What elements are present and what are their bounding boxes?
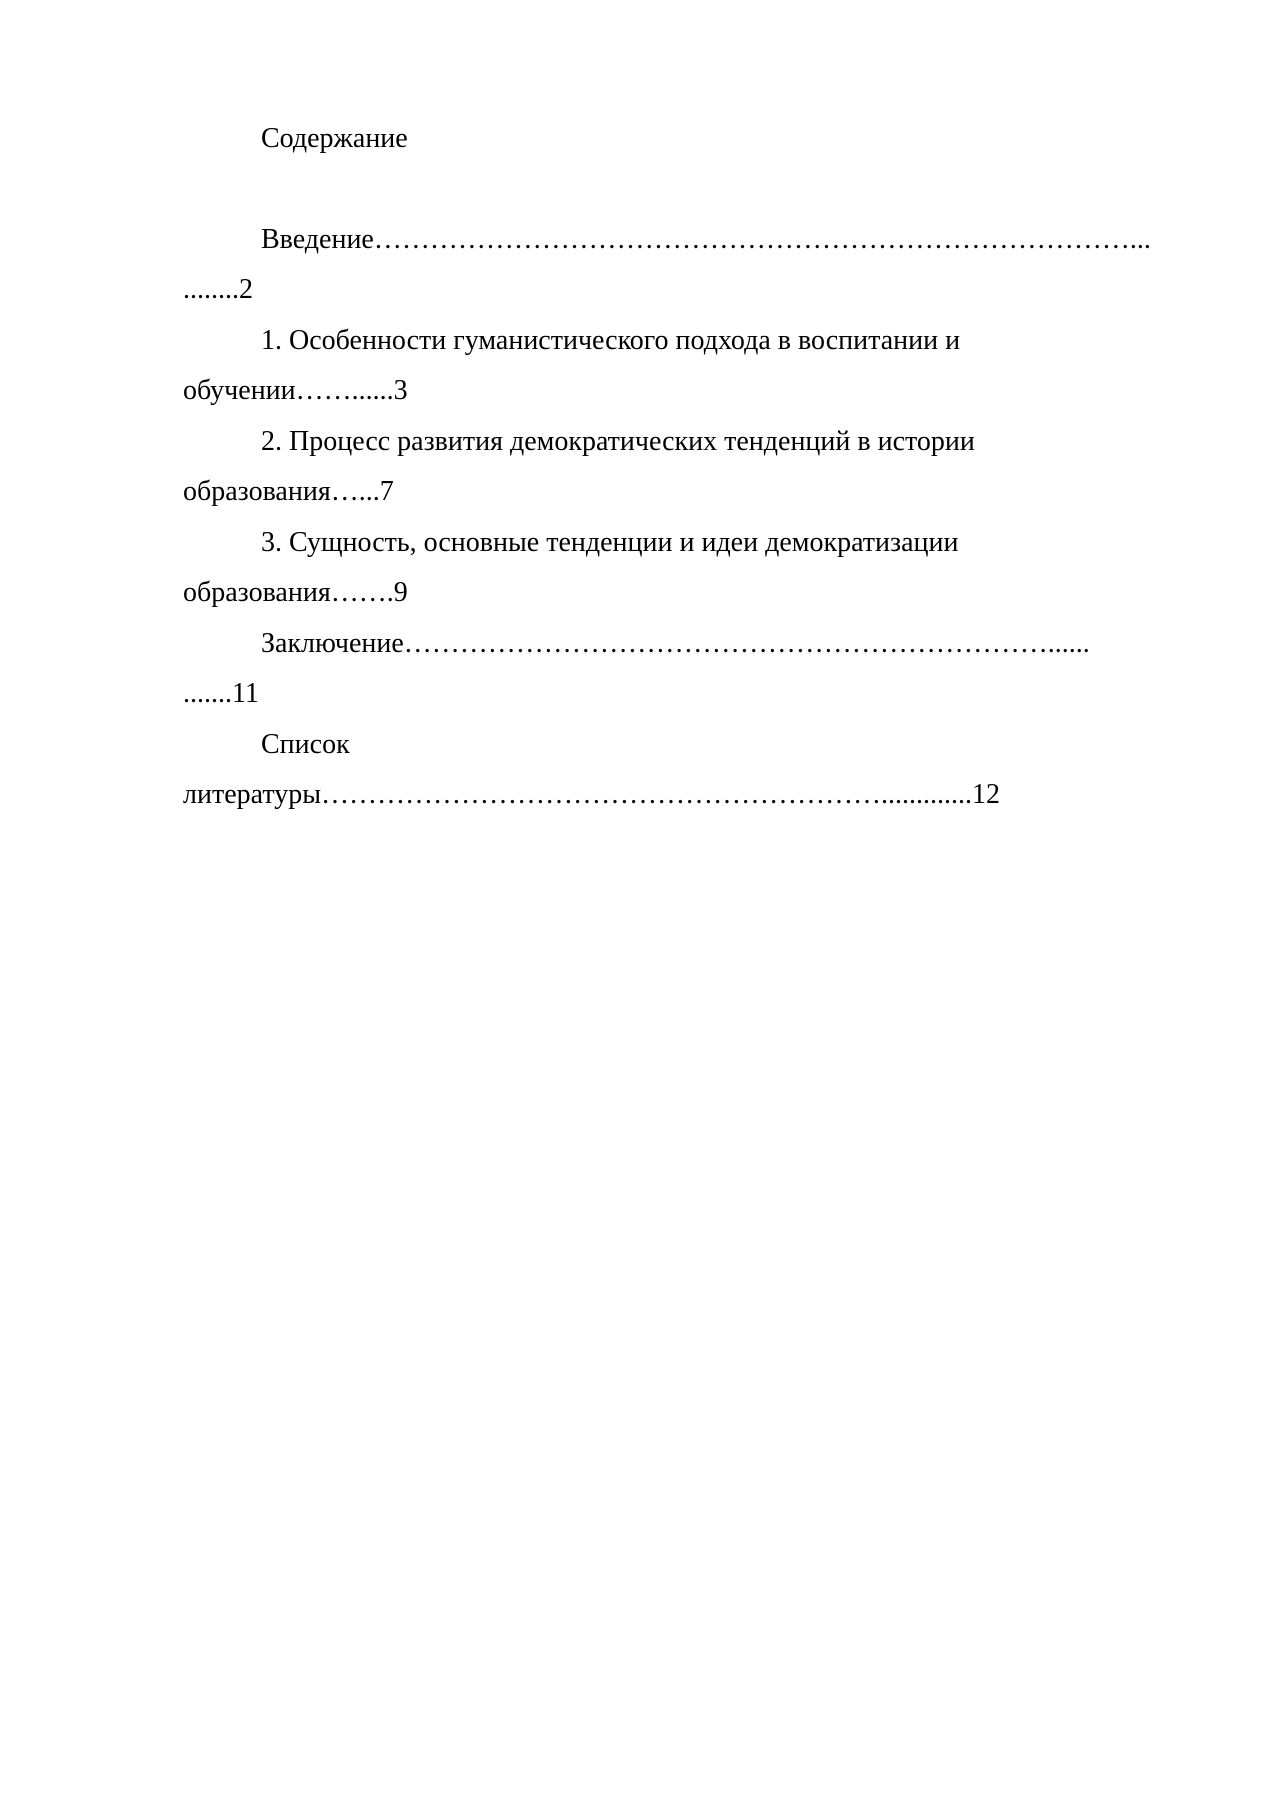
toc-entry-line: 3. Сущность, основные тенденции и идеи демократизации xyxy=(261,526,959,558)
toc-entry-introduction xyxy=(183,215,1183,316)
toc-entry-line: Заключение……………………………………………………………...... xyxy=(261,627,1090,659)
toc-entry-line: .......11 xyxy=(183,678,259,709)
toc-entry-line: ........2 xyxy=(183,274,253,305)
toc-entry-line: Введение………………………………………………………………………... xyxy=(261,223,1151,255)
toc-title: Содержание xyxy=(261,123,408,154)
toc-entry-references xyxy=(183,720,1183,821)
toc-entry-line: Список xyxy=(261,728,350,760)
toc-entry-chapter-1 xyxy=(183,316,1183,417)
toc-entry-line: литературы…………………………………………………….............12 xyxy=(183,779,1001,810)
toc-entry-line: образования…...7 xyxy=(183,476,394,507)
toc-entry-chapter-2 xyxy=(183,417,1183,518)
toc-entry-chapter-3 xyxy=(183,518,1183,619)
toc-entry-line: 2. Процесс развития демократических тенденций в истории xyxy=(261,425,975,457)
table-of-contents xyxy=(183,114,1183,821)
toc-entry-line: 1. Особенности гуманистического подхода в воспитании и xyxy=(261,324,961,356)
toc-entry-line: обучении……......3 xyxy=(183,375,408,406)
toc-entry-conclusion xyxy=(183,619,1183,720)
toc-entry-line: образования…….9 xyxy=(183,577,408,608)
